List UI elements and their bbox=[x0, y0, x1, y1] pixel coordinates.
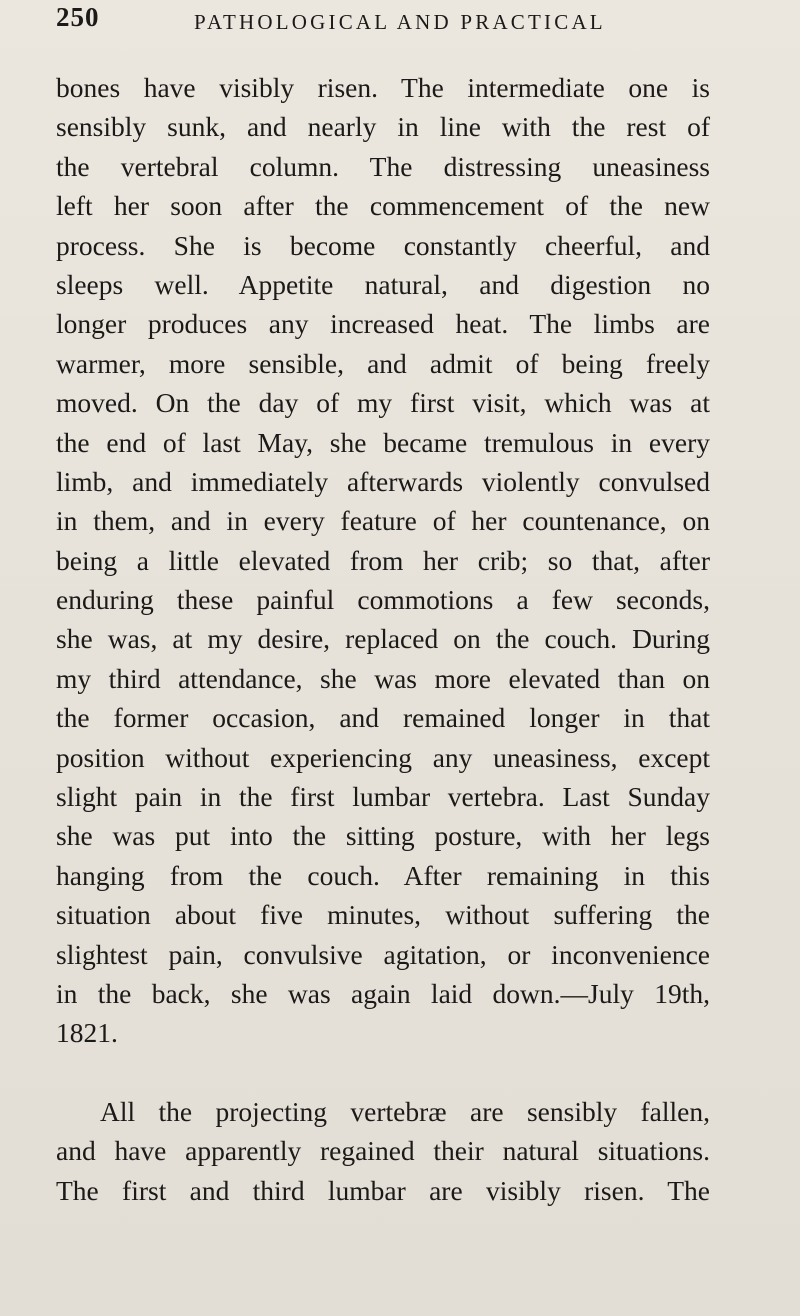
text-line: longer produces any increased heat. The limbs are bbox=[56, 308, 710, 340]
text-line: she was, at my desire, replaced on the couch. During bbox=[56, 623, 710, 655]
text-line: she was put into the sitting posture, with her legs bbox=[56, 820, 710, 852]
text-line: the end of last May, she became tremulous in every bbox=[56, 426, 710, 458]
text-line: situation about five minutes, without suffering the bbox=[56, 899, 710, 931]
text-line: process. She is become constantly cheerful, and bbox=[56, 229, 710, 261]
text-line: position without experiencing any uneasiness, except bbox=[56, 741, 710, 773]
text-line: the vertebral column. The distressing uneasiness bbox=[56, 150, 710, 182]
text-line: slight pain in the first lumbar vertebra. Last Sunday bbox=[56, 781, 710, 813]
page-number: 250 bbox=[56, 2, 100, 32]
text-line: left her soon after the commencement of the new bbox=[56, 190, 710, 222]
text-line: slightest pain, convulsive agitation, or inconvenience bbox=[56, 938, 710, 970]
text-line: in them, and in every feature of her countenance, on bbox=[56, 505, 710, 537]
text-line: sleeps well. Appetite natural, and digestion no bbox=[56, 268, 710, 300]
text-line: The first and third lumbar are visibly risen. The bbox=[56, 1174, 710, 1206]
text-line: moved. On the day of my first visit, which was at bbox=[56, 387, 710, 419]
running-head bbox=[56, 2, 760, 38]
text-line: limb, and immediately afterwards violently convulsed bbox=[56, 465, 710, 497]
text-line: warmer, more sensible, and admit of being freely bbox=[56, 347, 710, 379]
text-line: bones have visibly risen. The intermediate one is bbox=[56, 72, 710, 103]
text-line: hanging from the couch. After remaining in this bbox=[56, 859, 710, 891]
text-line: enduring these painful commotions a few seconds, bbox=[56, 584, 710, 616]
text-line: and have apparently regained their natural situations. bbox=[56, 1135, 710, 1167]
paragraph-gap bbox=[56, 1053, 710, 1092]
text-line: the former occasion, and remained longer in that bbox=[56, 702, 710, 734]
body-text bbox=[56, 68, 710, 1210]
paragraph-2 bbox=[56, 1092, 710, 1210]
text-line: my third attendance, she was more elevated than on bbox=[56, 662, 710, 694]
text-line: 1821. bbox=[56, 1017, 118, 1049]
text-line: in the back, she was again laid down.—July 19th, bbox=[56, 977, 710, 1009]
running-title: PATHOLOGICAL AND PRACTICAL bbox=[194, 10, 606, 34]
paragraph-1 bbox=[56, 68, 710, 1053]
text-line: All the projecting vertebræ are sensibly fallen, bbox=[100, 1095, 710, 1127]
text-line: sensibly sunk, and nearly in line with the rest of bbox=[56, 111, 710, 143]
text-line: being a little elevated from her crib; so that, after bbox=[56, 544, 710, 576]
